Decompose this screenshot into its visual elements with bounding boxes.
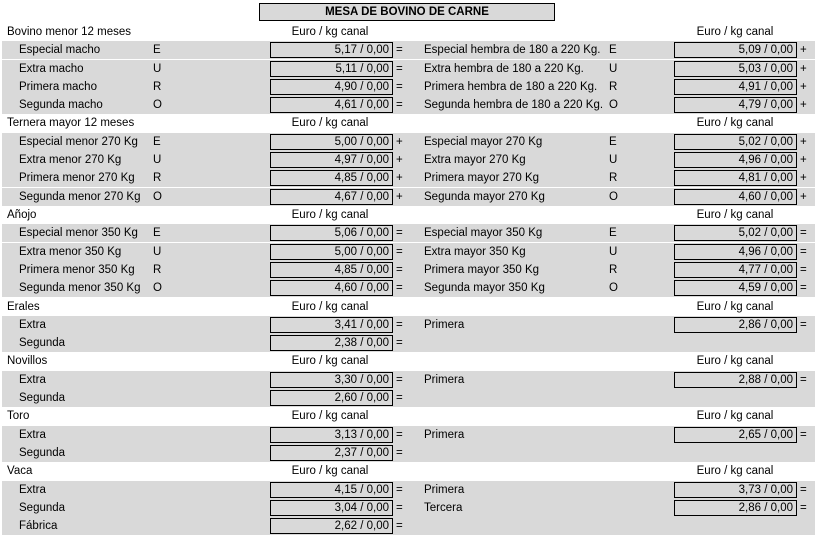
section-title: Vaca [7,465,33,477]
left-price-value: 3,30 / 0,00 [270,372,393,388]
left-trend-sign: + [396,136,403,148]
right-trend-sign: = [800,227,807,239]
table-row [2,169,815,187]
right-trend-sign: + [800,81,807,93]
table-row [2,334,815,352]
right-price-value: 4,79 / 0,00 [674,97,797,113]
right-grade-label: Segunda mayor 270 Kg [424,191,545,203]
left-grade-label: Especial menor 350 Kg [19,227,138,239]
right-grade-label: Primera mayor 350 Kg [424,264,540,276]
left-trend-sign: = [396,282,403,294]
left-price-value: 3,41 / 0,00 [270,317,393,333]
right-grade-class: R [609,264,618,276]
left-grade-class: E [153,227,161,239]
table-row [2,188,815,206]
left-grade-label: Primera macho [19,81,97,93]
left-trend-sign: = [396,264,403,276]
right-price-value: 2,88 / 0,00 [674,372,797,388]
table-row [2,133,815,151]
section-header [2,462,815,480]
left-trend-sign: = [396,502,403,514]
table-row [2,243,815,261]
right-price-value: 4,96 / 0,00 [674,244,797,260]
left-grade-class: O [153,282,162,294]
right-trend-sign: = [800,319,807,331]
left-grade-label: Segunda [19,502,66,514]
unit-header-right: Euro / kg canal [696,26,774,38]
table-row [2,389,815,407]
right-price-value: 5,09 / 0,00 [674,42,797,58]
left-grade-class: O [153,191,162,203]
table-row [2,517,815,535]
right-grade-label: Primera mayor 270 Kg [424,172,540,184]
left-grade-label: Extra [19,319,46,331]
left-grade-label: Extra [19,374,46,386]
section-header [2,298,815,316]
right-price-value: 5,03 / 0,00 [674,61,797,77]
right-grade-class: U [609,154,618,166]
left-grade-class: E [153,44,161,56]
left-price-value: 3,04 / 0,00 [270,500,393,516]
right-price-value: 4,77 / 0,00 [674,262,797,278]
left-trend-sign: = [396,246,403,258]
left-trend-sign: = [396,81,403,93]
section-title: Ternera mayor 12 meses [7,117,135,129]
right-price-value: 4,59 / 0,00 [674,280,797,296]
right-trend-sign: + [800,136,807,148]
section-title: Toro [7,410,30,422]
left-trend-sign: = [396,520,403,532]
right-trend-sign: + [800,44,807,56]
left-price-value: 5,17 / 0,00 [270,42,393,58]
table-row [2,261,815,279]
left-grade-class: R [153,264,162,276]
right-grade-class: U [609,246,618,258]
right-grade-class: R [609,172,618,184]
left-grade-class: U [153,63,162,75]
left-trend-sign: = [396,63,403,75]
table-row [2,60,815,78]
left-grade-label: Extra [19,484,46,496]
right-price-value: 4,96 / 0,00 [674,152,797,168]
table-row [2,371,815,389]
right-grade-label: Especial mayor 350 Kg [424,227,543,239]
unit-header-right: Euro / kg canal [696,355,774,367]
left-trend-sign: + [396,172,403,184]
unit-header-right: Euro / kg canal [696,209,774,221]
left-grade-label: Primera menor 350 Kg [19,264,135,276]
table-row [2,426,815,444]
left-grade-class: R [153,81,162,93]
left-grade-label: Fábrica [19,520,58,532]
right-grade-label: Extra mayor 270 Kg [424,154,526,166]
left-price-value: 5,00 / 0,00 [270,134,393,150]
right-trend-sign: = [800,484,807,496]
table-row [2,279,815,297]
table-row [2,444,815,462]
right-price-value: 2,65 / 0,00 [674,427,797,443]
table-row [2,316,815,334]
section-header [2,407,815,425]
right-grade-label: Especial mayor 270 Kg [424,136,543,148]
right-price-value: 4,60 / 0,00 [674,189,797,205]
right-grade-label: Especial hembra de 180 a 220 Kg. [424,44,601,56]
left-trend-sign: = [396,429,403,441]
right-price-value: 4,91 / 0,00 [674,79,797,95]
right-trend-sign: = [800,429,807,441]
left-grade-label: Extra menor 350 Kg [19,246,122,258]
right-price-value: 5,02 / 0,00 [674,134,797,150]
left-trend-sign: = [396,319,403,331]
right-grade-label: Primera [424,374,465,386]
unit-header-left: Euro / kg canal [291,301,369,313]
right-grade-class: O [609,99,618,111]
right-grade-label: Segunda mayor 350 Kg [424,282,545,294]
left-price-value: 2,37 / 0,00 [270,445,393,461]
table-row [2,151,815,169]
right-trend-sign: = [800,502,807,514]
unit-header-left: Euro / kg canal [291,26,369,38]
right-grade-label: Tercera [424,502,463,514]
left-grade-label: Especial menor 270 Kg [19,136,138,148]
left-price-value: 5,11 / 0,00 [270,61,393,77]
unit-header-left: Euro / kg canal [291,209,369,221]
left-trend-sign: = [396,44,403,56]
right-grade-label: Extra mayor 350 Kg [424,246,526,258]
left-price-value: 2,38 / 0,00 [270,335,393,351]
table-row [2,224,815,242]
right-price-value: 3,73 / 0,00 [674,482,797,498]
left-price-value: 4,67 / 0,00 [270,189,393,205]
right-trend-sign: + [800,154,807,166]
left-trend-sign: = [396,392,403,404]
section-title: Erales [7,301,40,313]
section-header [2,23,815,41]
left-grade-label: Segunda macho [19,99,103,111]
unit-header-left: Euro / kg canal [291,117,369,129]
left-trend-sign: = [396,227,403,239]
left-price-value: 4,90 / 0,00 [270,79,393,95]
left-price-value: 4,60 / 0,00 [270,280,393,296]
left-trend-sign: = [396,337,403,349]
left-price-value: 5,06 / 0,00 [270,225,393,241]
left-price-value: 4,15 / 0,00 [270,482,393,498]
right-price-value: 2,86 / 0,00 [674,317,797,333]
left-price-value: 5,00 / 0,00 [270,244,393,260]
left-grade-label: Segunda [19,447,66,459]
section-header [2,206,815,224]
right-grade-class: U [609,63,618,75]
left-grade-label: Segunda [19,392,66,404]
right-grade-class: E [609,136,617,148]
left-trend-sign: + [396,154,403,166]
left-grade-label: Especial macho [19,44,101,56]
table-row [2,41,815,59]
left-price-value: 2,62 / 0,00 [270,518,393,534]
left-price-value: 4,85 / 0,00 [270,170,393,186]
unit-header-right: Euro / kg canal [696,301,774,313]
left-grade-class: O [153,99,162,111]
right-price-value: 5,02 / 0,00 [674,225,797,241]
left-grade-label: Extra [19,429,46,441]
left-grade-label: Extra macho [19,63,84,75]
left-grade-class: U [153,154,162,166]
left-grade-class: E [153,136,161,148]
right-trend-sign: + [800,172,807,184]
unit-header-left: Euro / kg canal [291,410,369,422]
section-header [2,352,815,370]
left-trend-sign: = [396,374,403,386]
unit-header-right: Euro / kg canal [696,410,774,422]
left-grade-class: U [153,246,162,258]
right-trend-sign: + [800,99,807,111]
right-trend-sign: = [800,264,807,276]
left-trend-sign: = [396,99,403,111]
table-row [2,78,815,96]
table-title: MESA DE BOVINO DE CARNE [259,3,555,21]
right-trend-sign: = [800,374,807,386]
left-trend-sign: = [396,447,403,459]
right-grade-label: Primera [424,484,465,496]
unit-header-right: Euro / kg canal [696,117,774,129]
table-row [2,96,815,114]
right-price-value: 2,86 / 0,00 [674,500,797,516]
right-trend-sign: = [800,246,807,258]
left-price-value: 3,13 / 0,00 [270,427,393,443]
right-grade-class: O [609,282,618,294]
right-grade-class: R [609,81,618,93]
section-title: Añojo [7,209,37,221]
right-trend-sign: + [800,63,807,75]
unit-header-left: Euro / kg canal [291,465,369,477]
right-grade-label: Extra hembra de 180 a 220 Kg. [424,63,584,75]
left-grade-label: Segunda menor 270 Kg [19,191,141,203]
left-price-value: 4,61 / 0,00 [270,97,393,113]
right-trend-sign: = [800,282,807,294]
right-grade-class: E [609,44,617,56]
unit-header-left: Euro / kg canal [291,355,369,367]
right-grade-label: Primera hembra de 180 a 220 Kg. [424,81,598,93]
section-title: Novillos [7,355,48,367]
table-row [2,499,815,517]
left-trend-sign: + [396,191,403,203]
left-grade-label: Primera menor 270 Kg [19,172,135,184]
unit-header-right: Euro / kg canal [696,465,774,477]
left-price-value: 2,60 / 0,00 [270,390,393,406]
table-row [2,481,815,499]
left-grade-label: Extra menor 270 Kg [19,154,122,166]
right-trend-sign: + [800,191,807,203]
section-header [2,114,815,132]
left-price-value: 4,85 / 0,00 [270,262,393,278]
left-grade-class: R [153,172,162,184]
right-grade-class: O [609,191,618,203]
right-grade-label: Segunda hembra de 180 a 220 Kg. [424,99,604,111]
right-grade-label: Primera [424,429,465,441]
right-grade-class: E [609,227,617,239]
left-price-value: 4,97 / 0,00 [270,152,393,168]
section-title: Bovino menor 12 meses [7,26,132,38]
right-grade-label: Primera [424,319,465,331]
left-grade-label: Segunda [19,337,66,349]
left-trend-sign: = [396,484,403,496]
left-grade-label: Segunda menor 350 Kg [19,282,141,294]
right-price-value: 4,81 / 0,00 [674,170,797,186]
